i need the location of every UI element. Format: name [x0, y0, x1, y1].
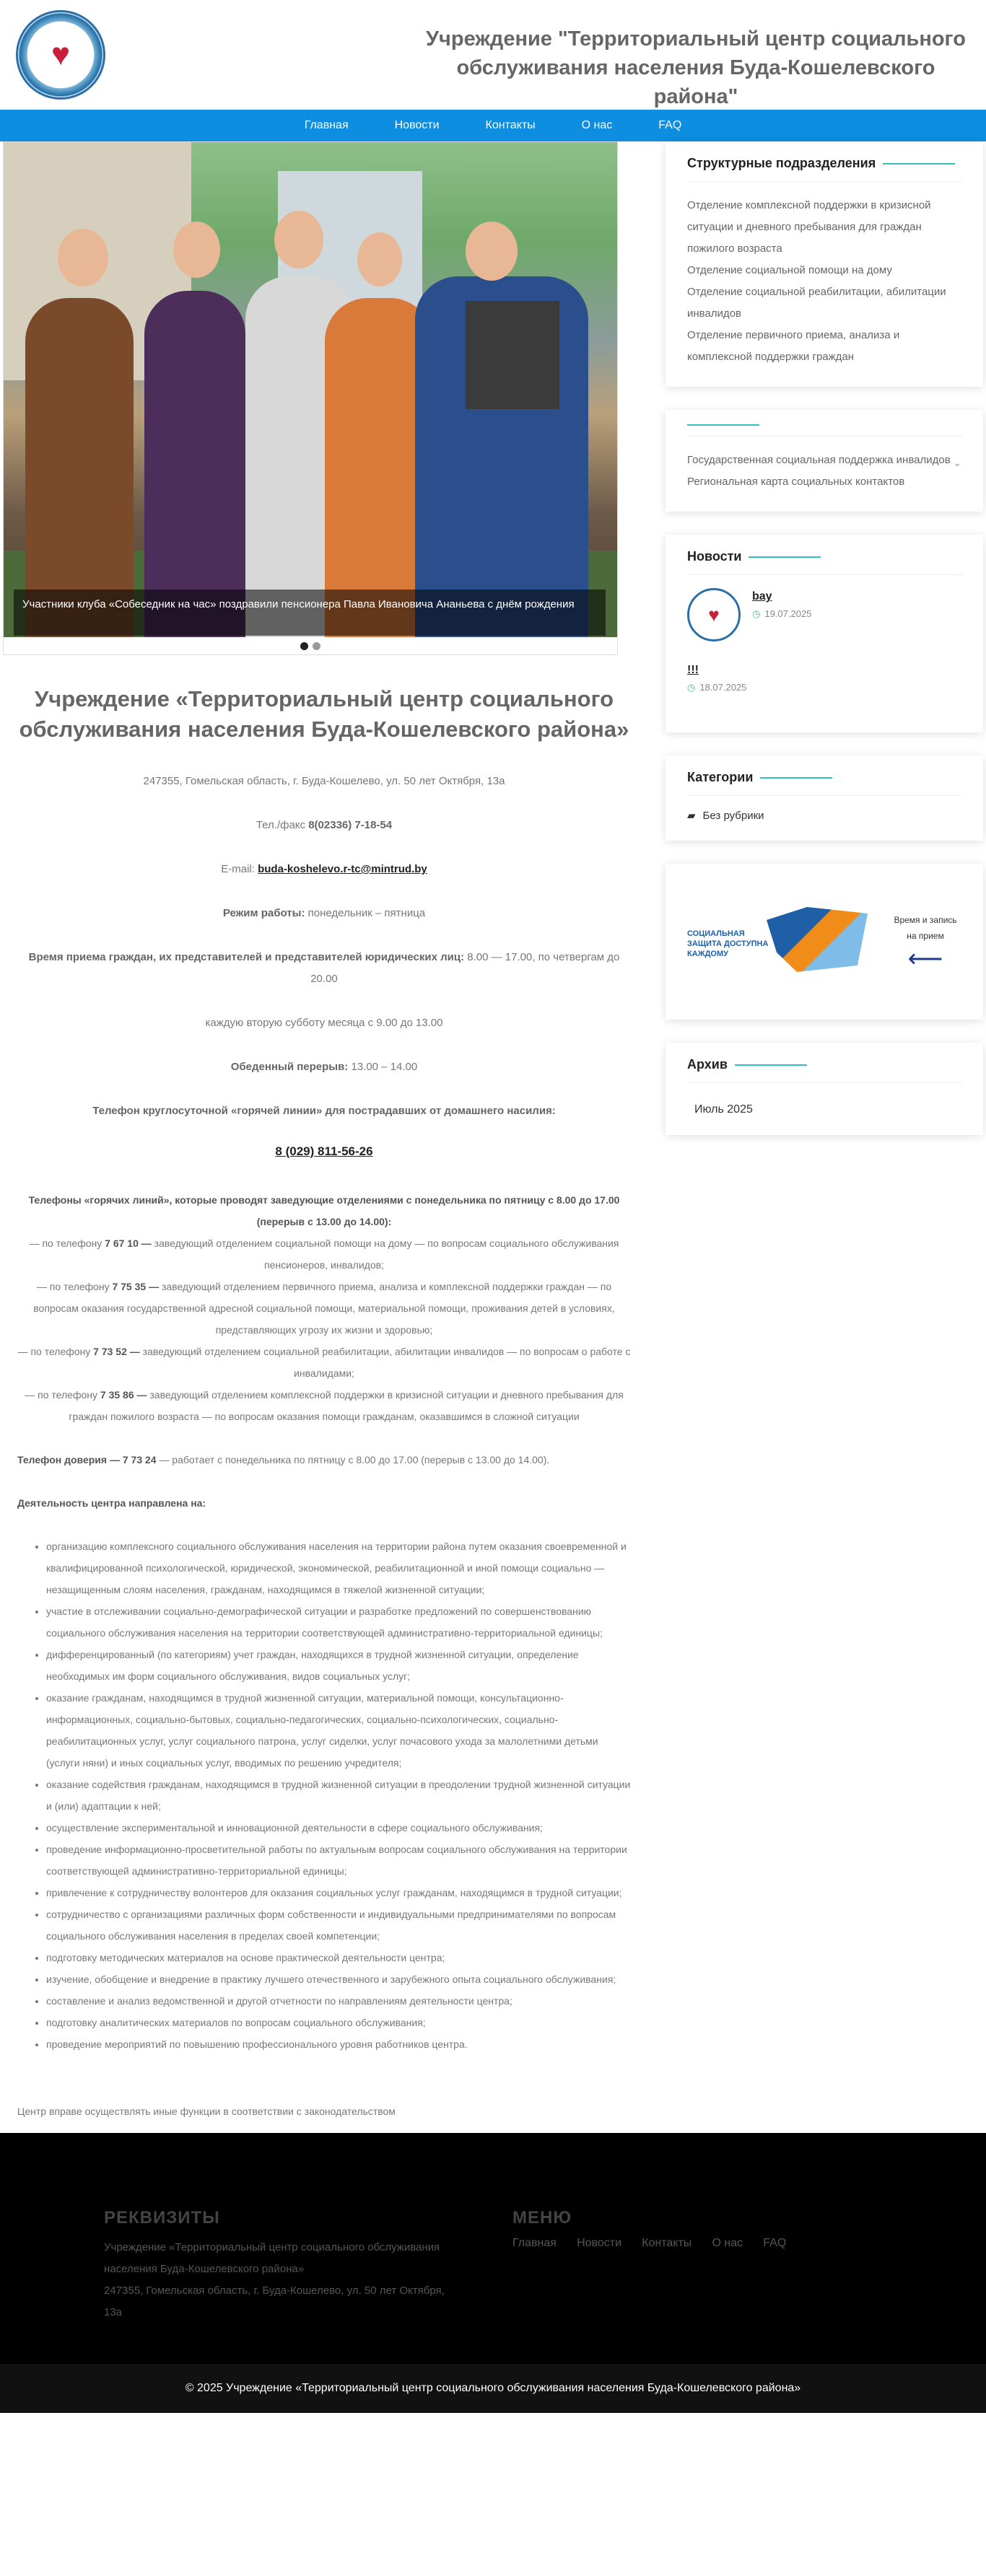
saturday-hours: каждую вторую субботу месяца с 9.00 до 13.00 — [205, 1017, 443, 1029]
nav-about[interactable]: О нас — [581, 119, 613, 131]
appointment-block — [889, 912, 961, 973]
sidebar — [650, 141, 986, 2133]
banner-graphic — [767, 907, 868, 972]
news-title[interactable]: bay — [752, 590, 772, 603]
footer-address: 247355, Гомельская область, г. Буда-Кошелево, ул. 50 лет Октября, 13а — [104, 2284, 445, 2318]
structural-link[interactable]: Отделение социальной помощи на дому — [687, 264, 892, 276]
footer-title: МЕНЮ — [512, 2208, 572, 2227]
widget-news — [666, 535, 983, 732]
footer-org-name: Учреждение «Территориальный центр социального обслуживания населения Буда-Кошелевского района» — [104, 2241, 440, 2275]
footer-link-about[interactable]: О нас — [712, 2237, 743, 2249]
widget-title: Категории — [687, 770, 961, 796]
footer-requisites — [104, 2208, 465, 2323]
main-nav — [0, 110, 986, 141]
social-map-link[interactable]: Региональная карта социальных контактов — [687, 476, 905, 488]
links-list — [687, 450, 961, 493]
arrow-left-icon[interactable]: ⟵ — [907, 945, 943, 973]
page-layout — [0, 141, 986, 2133]
heart-icon: ♥ — [51, 37, 71, 72]
widget-categories — [666, 755, 983, 841]
footer-link-news[interactable]: Новости — [577, 2237, 622, 2249]
list-item: • составление и анализ ведомственной и другой отчетности по направлениям деятельности центра; — [46, 1990, 631, 2012]
trust-phone: Телефон доверия — 7 73 24 — работает с понедельника по пятницу с 8.00 до 17.00 (перерыв с 13.00 до 14.00). — [17, 1454, 550, 1466]
slide-photo — [4, 142, 617, 637]
list-item: • проведение мероприятий по повышению профессионального уровня работников центра. — [46, 2033, 631, 2055]
footer-link-home[interactable]: Главная — [512, 2237, 557, 2249]
activities-heading: Деятельность центра направлена на: — [17, 1497, 206, 1509]
list-item: • дифференцированный (по категориям) учет граждан, находящихся в трудной жизненной ситуации, определение необходимых им форм социального обслуживания, видов социальных услуг; — [46, 1644, 631, 1687]
widget-title: Новости — [687, 549, 961, 575]
structural-link[interactable]: Отделение первичного приема, анализа и комплексной поддержки граждан — [687, 329, 900, 363]
site-footer — [0, 2133, 986, 2413]
social-banner[interactable] — [687, 878, 961, 1001]
hotline-number[interactable]: 8 (029) 811-56-26 — [275, 1144, 373, 1158]
site-title: Учреждение "Территориальный центр социального обслуживания населения Буда-Кошелевского района" — [426, 27, 966, 108]
news-item — [687, 662, 961, 693]
list-item: • подготовку аналитических материалов по вопросам социального обслуживания; — [46, 2012, 631, 2033]
list-item: • организацию комплексного социального обслуживания населения на территории района путем оказания своевременной и квалифицированной психологической, юридической, экономической, реабилитационной и иной помощи социально — незащищенным слоям населения, гражданам, находящимся в тяжелой жизненной ситуации; — [46, 1535, 631, 1600]
footer-link-contacts[interactable]: Контакты — [642, 2237, 692, 2249]
widget-links — [666, 410, 983, 512]
nav-home[interactable]: Главная — [304, 119, 349, 131]
widget-title: Архив — [687, 1057, 961, 1083]
phone-line: — по телефону 7 73 52 — заведующий отделением социальной реабилитации, абилитации инвалидов — по вопросам о работе с инвалидами; — [17, 1346, 631, 1379]
copyright: © 2025 Учреждение «Территориальный центр социального обслуживания населения Буда-Кошелевского района» — [0, 2364, 986, 2413]
site-header — [0, 0, 986, 110]
phone-line: — по телефону 7 67 10 — заведующий отделением социальной помощи на дому — по вопросам социального обслуживания пенсионеров, инвалидов; — [29, 1237, 619, 1271]
list-item: • подготовку методических материалов на основе практической деятельности центра; — [46, 1947, 631, 1968]
news-thumbnail[interactable] — [687, 588, 741, 641]
list-item: • привлечение к сотрудничеству волонтеров для оказания социальных услуг гражданам, находящимся в трудной ситуации; — [46, 1882, 631, 1903]
main-column — [0, 141, 650, 2133]
heart-icon: ♥ — [708, 603, 720, 626]
footer-inner — [0, 2133, 986, 2364]
banner-image — [687, 900, 875, 979]
news-date: ◷ 19.07.2025 — [752, 608, 812, 619]
phone-line: — по телефону 7 35 86 — заведующий отделением комплексной поддержки в кризисной ситуации и дневного пребывания для граждан пожилого возраста — по вопросам оказания помощи гражданам, оказавшимся в сложной ситуации — [25, 1389, 624, 1422]
widget-structural — [666, 141, 983, 387]
chevron-down-icon[interactable]: ⌄ — [953, 457, 961, 468]
activities-list — [46, 1535, 631, 2055]
slider-dot-2[interactable] — [313, 642, 320, 650]
news-item — [687, 588, 961, 641]
slide-caption: Участники клуба «Собеседник на час» поздравили пенсионера Павла Ивановича Ананьева с днём рождения — [14, 590, 606, 636]
work-hours: Режим работы: понедельник – пятница — [222, 907, 426, 919]
clock-icon: ◷ — [752, 608, 761, 619]
lunch-break: Обеденный перерыв: 13.00 – 14.00 — [230, 1061, 418, 1073]
clock-icon: ◷ — [687, 682, 696, 693]
phone-line: — по телефону 7 75 35 — заведующий отделением первичного приема, анализа и комплексной поддержки граждан — по вопросам оказания государственной адресной социальной помощи, материальной помощи, проживания детей в условиях, представляющих угрозу их жизни и здоровью; — [33, 1281, 615, 1336]
footer-links — [512, 2237, 803, 2250]
list-item: • изучение, обобщение и внедрение в практику лучшего отечественного и зарубежного опыта социального обслуживания; — [46, 1968, 631, 1990]
widget-title — [687, 424, 961, 437]
final-note: Центр вправе осуществлять иные функции в соответствии с законодательством — [17, 2106, 396, 2117]
accordion-row — [687, 450, 961, 471]
nav-faq[interactable]: FAQ — [658, 119, 682, 131]
list-item: • оказание содействия гражданам, находящимся в трудной жизненной ситуации в преодолении трудной жизненной ситуации и (или) адаптации к ней; — [46, 1774, 631, 1817]
list-item: • проведение информационно-просветительной работы по актуальным вопросам социального обслуживания на территории соответствующей административно-территориальной единицы; — [46, 1839, 631, 1882]
archive-item[interactable]: Июль 2025 — [694, 1103, 753, 1116]
footer-link-faq[interactable]: FAQ — [763, 2237, 787, 2249]
footer-title: РЕКВИЗИТЫ — [104, 2208, 220, 2227]
news-title[interactable]: !!! — [687, 664, 699, 676]
phone-fax: Тел./факс 8(02336) 7-18-54 — [256, 819, 393, 831]
department-phones — [17, 1189, 631, 1427]
category-item[interactable]: ▰ Без рубрики — [687, 809, 764, 822]
list-item: • осуществление экспериментальной и инновационной деятельности в сфере социального обслуживания; — [46, 1817, 631, 1839]
email: E-mail: buda-koshelevo.r-tc@mintrud.by — [221, 863, 427, 875]
page-title: Учреждение «Территориальный центр социального обслуживания населения Буда-Кошелевского района» — [19, 686, 629, 742]
widget-banner — [666, 864, 983, 1020]
email-link[interactable]: buda-koshelevo.r-tc@mintrud.by — [258, 863, 427, 875]
banner-text: СОЦИАЛЬНАЯ ЗАЩИТА ДОСТУПНА КАЖДОМУ — [687, 929, 769, 958]
structural-list — [687, 195, 961, 368]
widget-title: Структурные подразделения — [687, 156, 961, 182]
nav-news[interactable]: Новости — [394, 119, 440, 131]
news-date: ◷ 18.07.2025 — [687, 682, 747, 693]
slider-dot-1[interactable] — [300, 642, 308, 650]
address: 247355, Гомельская область, г. Буда-Кошелево, ул. 50 лет Октября, 13а — [143, 775, 505, 787]
widget-archive — [666, 1043, 983, 1135]
site-logo[interactable] — [16, 10, 105, 100]
list-item: • оказание гражданам, находящимся в трудной жизненной ситуации, материальной помощи, консультационно-информационных, социально-бытовых, социально-педагогических, социально-психологических, социально-реабилитационных услуг, услуг социального патрона, услуг сиделки, услуг почасового ухода за малолетними детьми (услуги няни) и иных социальных услуг, вводимых по решению учредителя; — [46, 1687, 631, 1774]
phones-heading: Телефоны «горячих линий», которые проводят заведующие отделениями с понедельника по пятницу с 8.00 до 17.00 (перерыв с 13.00 до 14.00): — [28, 1194, 620, 1227]
hotline-label: Телефон круглосуточной «горячей линии» для пострадавших от домашнего насилия: — [92, 1105, 556, 1117]
list-item: • сотрудничество с организациями различных форм собственности и индивидуальными предпринимателями по вопросам социального обслуживания населения в пределах своей компетенции; — [46, 1903, 631, 1947]
structural-link[interactable]: Отделение социальной реабилитации, абилитации инвалидов — [687, 286, 946, 320]
list-item: • участие в отслеживании социально-демографической ситуации и разработке предложений по совершенствованию социального обслуживания населения на территории соответствующей административно-территориальной единицы; — [46, 1600, 631, 1644]
slider-dots — [4, 642, 617, 650]
footer-menu — [512, 2208, 803, 2250]
nav-contacts[interactable]: Контакты — [485, 119, 536, 131]
disability-support-link[interactable]: Государственная социальная поддержка инвалидов — [687, 454, 951, 466]
folder-icon: ▰ — [687, 810, 696, 822]
reception-hours: Время приема граждан, их представителей и представителей юридических лиц: 8.00 — 17.00, по четвергам до 20.00 — [28, 951, 620, 985]
appointment-text: Время и запись на прием — [894, 915, 957, 941]
page-content — [3, 655, 645, 2133]
photo-slider[interactable] — [3, 141, 618, 655]
structural-link[interactable]: Отделение комплексной поддержки в кризисной ситуации и дневного пребывания для граждан пожилого возраста — [687, 199, 931, 255]
